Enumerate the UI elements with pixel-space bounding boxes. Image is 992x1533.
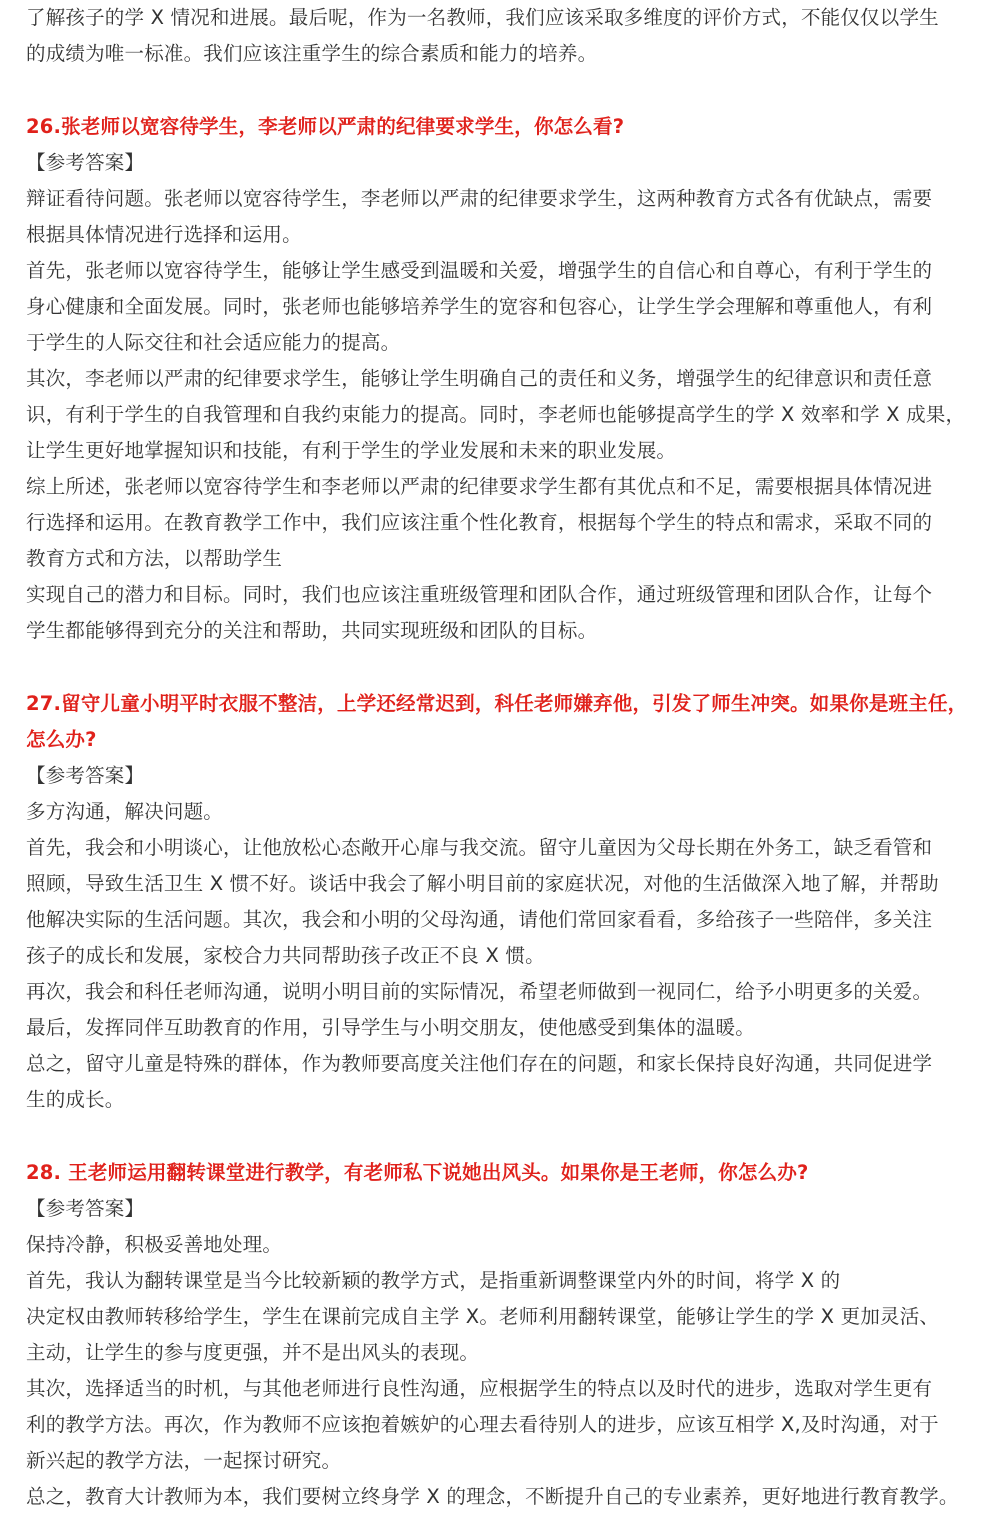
article-body	[26, 0, 976, 1515]
text-line: 他解决实际的生活问题。其次，我会和小明的父母沟通，请他们常回家看看，多给孩子一些陪伴，多关注	[26, 908, 933, 931]
text-line: 综上所述，张老师以宽容待学生和李老师以严肃的纪律要求学生都有其优点和不足，需要根据具体情况进	[26, 475, 933, 498]
text-line: 首先，我认为翻转课堂是当今比较新颖的教学方式，是指重新调整课堂内外的时间，将学 X 的	[26, 1269, 841, 1292]
answer-label: 【参考答案】	[26, 151, 145, 174]
text-line: 再次，我会和科任老师沟通，说明小明目前的实际情况，希望老师做到一视同仁，给予小明更多的关爱。	[26, 980, 933, 1003]
text-line: 学生都能够得到充分的关注和帮助，共同实现班级和团队的目标。	[26, 619, 598, 642]
question-27-heading: 27.留守儿童小明平时衣服不整洁，上学还经常迟到，科任老师嫌弃他，引发了师生冲突。如果你是班主任，	[26, 692, 968, 715]
text-line: 多方沟通，解决问题。	[26, 800, 224, 823]
question-28-heading: 28. 王老师运用翻转课堂进行教学，有老师私下说她出风头。如果你是王老师，你怎么办?	[26, 1161, 809, 1184]
question-28-section	[26, 1155, 976, 1515]
section-spacer	[26, 1118, 976, 1155]
question-27-section	[26, 686, 976, 1118]
text-line: 实现自己的潜力和目标。同时，我们也应该注重班级管理和团队合作，通过班级管理和团队合作，让每个	[26, 583, 933, 606]
text-line: 辩证看待问题。张老师以宽容待学生，李老师以严肃的纪律要求学生，这两种教育方式各有优缺点，需要	[26, 187, 933, 210]
text-line: 识，有利于学生的自我管理和自我约束能力的提高。同时，李老师也能够提高学生的学 X 效率和学 X 成果，	[26, 403, 966, 426]
text-line: 总之，教育大计教师为本，我们要树立终身学 X 的理念，不断提升自己的专业素养，更好地进行教育教学。	[26, 1485, 959, 1508]
text-line: 总之，留守儿童是特殊的群体，作为教师要高度关注他们存在的问题，和家长保持良好沟通，共同促进学	[26, 1052, 933, 1075]
text-line: 孩子的成长和发展，家校合力共同帮助孩子改正不良 X 惯。	[26, 944, 545, 967]
text-line: 照顾，导致生活卫生 X 惯不好。谈话中我会了解小明目前的家庭状况，对他的生活做深入地了解，并帮助	[26, 872, 939, 895]
section-spacer	[26, 72, 976, 109]
text-line: 了解孩子的学 X 情况和进展。最后呢，作为一名教师，我们应该采取多维度的评价方式，不能仅仅以学生	[26, 6, 939, 29]
question-26-heading: 26.张老师以宽容待学生，李老师以严肃的纪律要求学生，你怎么看?	[26, 115, 625, 138]
intro-paragraph	[26, 0, 976, 72]
text-line: 的成绩为唯一标准。我们应该注重学生的综合素质和能力的培养。	[26, 42, 598, 65]
text-line: 行选择和运用。在教育教学工作中，我们应该注重个性化教育，根据每个学生的特点和需求，采取不同的	[26, 511, 933, 534]
section-spacer	[26, 649, 976, 686]
question-26-section	[26, 109, 976, 649]
question-27-heading-cont: 怎么办?	[26, 728, 97, 751]
text-line: 身心健康和全面发展。同时，张老师也能够培养学生的宽容和包容心，让学生学会理解和尊重他人，有利	[26, 295, 933, 318]
text-line: 决定权由教师转移给学生，学生在课前完成自主学 X。老师利用翻转课堂，能够让学生的学 X 更加灵活、	[26, 1305, 940, 1328]
text-line: 让学生更好地掌握知识和技能，有利于学生的学业发展和未来的职业发展。	[26, 439, 677, 462]
text-line: 根据具体情况进行选择和运用。	[26, 223, 302, 246]
text-line: 最后，发挥同伴互助教育的作用，引导学生与小明交朋友，使他感受到集体的温暖。	[26, 1016, 755, 1039]
text-line: 首先，我会和小明谈心，让他放松心态敞开心扉与我交流。留守儿童因为父母长期在外务工，缺乏看管和	[26, 836, 933, 859]
text-line: 其次，李老师以严肃的纪律要求学生，能够让学生明确自己的责任和义务，增强学生的纪律意识和责任意	[26, 367, 933, 390]
answer-label: 【参考答案】	[26, 1197, 145, 1220]
text-line: 教育方式和方法，以帮助学生	[26, 547, 283, 570]
text-line: 首先，张老师以宽容待学生，能够让学生感受到温暖和关爱，增强学生的自信心和自尊心，有利于学生的	[26, 259, 933, 282]
text-line: 新兴起的教学方法，一起探讨研究。	[26, 1449, 342, 1472]
text-line: 生的成长。	[26, 1088, 125, 1111]
text-line: 主动，让学生的参与度更强，并不是出风头的表现。	[26, 1341, 480, 1364]
answer-label: 【参考答案】	[26, 764, 145, 787]
text-line: 于学生的人际交往和社会适应能力的提高。	[26, 331, 401, 354]
text-line: 利的教学方法。再次，作为教师不应该抱着嫉妒的心理去看待别人的进步，应该互相学 X,及时沟通，对于	[26, 1413, 939, 1436]
text-line: 其次，选择适当的时机，与其他老师进行良性沟通，应根据学生的特点以及时代的进步，选取对学生更有	[26, 1377, 933, 1400]
text-line: 保持冷静，积极妥善地处理。	[26, 1233, 283, 1256]
